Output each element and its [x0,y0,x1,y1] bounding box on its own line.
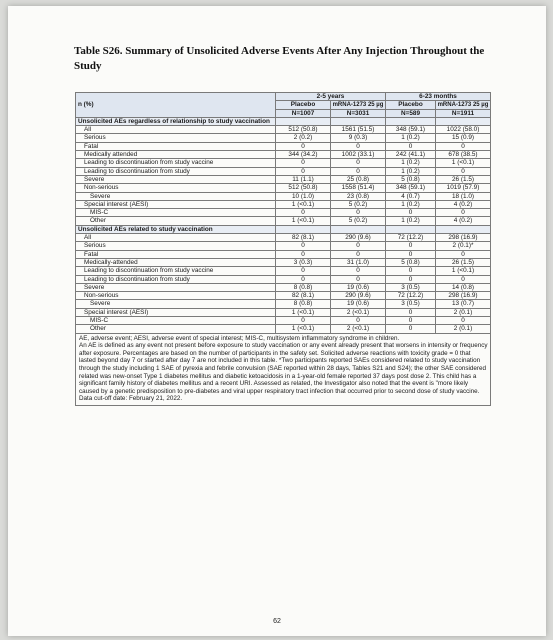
cell-value: 4 (0.2) [436,200,491,208]
row-label: All [76,234,276,242]
participant-count: N=3031 [331,109,386,117]
table-title: Table S26. Summary of Unsolicited Adverse Events After Any Injection Throughout the Study [74,45,485,72]
table-row [76,134,491,142]
cell-value: 0 [331,250,386,258]
row-label: Non-serious [76,292,276,300]
cell-value: 5 (0.8) [386,258,436,266]
section-heading-filler [436,117,491,125]
table-row [76,151,491,159]
cell-value: 5 (0.8) [386,175,436,183]
cell-value: 0 [386,267,436,275]
table-row [76,192,491,200]
cell-value: 0 [276,250,331,258]
row-label: Fatal [76,142,276,150]
cell-value: 1561 (51.5) [331,126,386,134]
cell-value: 0 [436,275,491,283]
cell-value: 512 (50.8) [276,184,331,192]
cell-value: 348 (59.1) [386,126,436,134]
section-heading-filler [331,117,386,125]
column-header: mRNA-1273 25 µg [331,101,386,109]
section-heading: Unsolicited AEs related to study vaccination [76,225,276,233]
cell-value: 82 (8.1) [276,292,331,300]
cell-value: 1019 (57.9) [436,184,491,192]
cell-value: 0 [276,275,331,283]
cell-value: 19 (0.6) [331,300,386,308]
table-row [76,175,491,183]
cell-value: 298 (16.9) [436,292,491,300]
cell-value: 0 [331,209,386,217]
cell-value: 0 [386,325,436,333]
footnote-definition: An AE is defined as any event not present before exposure to study vaccination or any event already present that worsens in intensity or frequency after exposure. Percentages are based on the number of participants in the safety set. Solicited adverse reactions with toxicity grade = 0 that lasted beyond day 7 or started after day 7 are not included in this table. *Two participants reported SAEs considered related to study vaccination through the study including 1 SAE of pyrexia and febrile convulsion (SAE reported within 28 days, Tables S21 and S24); the other SAE considered related was new-onset Type 1 diabetes mellitus and diabetic ketoacidosis in a 1-year-old female reported 37 days post dose 2. This child has a significant family history of diabetes mellitus and a recent URI. Assessed as related, the Investigator also noted that the event is "more likely caused by a genetic predisposition to pre-diabetes and viral upper respiratory tract infection that occurred prior to second dose of study vaccine. [79,342,488,395]
cell-value: 72 (12.2) [386,234,436,242]
cell-value: 1002 (33.1) [331,151,386,159]
row-label: Special interest (AESI) [76,308,276,316]
cell-value: 2 (<0.1) [331,308,386,316]
cell-value: 0 [276,209,331,217]
page-number: 62 [273,618,281,625]
cell-value: 512 (50.8) [276,126,331,134]
row-label: Leading to discontinuation from study [76,275,276,283]
cell-value: 2 (0.1)* [436,242,491,250]
cell-value: 0 [436,317,491,325]
section-header-row [76,117,491,125]
row-label: Medically attended [76,151,276,159]
cell-value: 25 (0.8) [331,175,386,183]
cell-value: 0 [386,142,436,150]
section-heading: Unsolicited AEs regardless of relationship to study vaccination [76,117,276,125]
cell-value: 0 [436,250,491,258]
cell-value: 11 (1.1) [276,175,331,183]
cell-value: 5 (0.2) [331,217,386,225]
cell-value: 13 (0.7) [436,300,491,308]
cell-value: 344 (34.2) [276,151,331,159]
cell-value: 0 [331,167,386,175]
table-row [76,317,491,325]
cell-value: 1 (<0.1) [276,308,331,316]
cell-value: 0 [386,317,436,325]
table-row [76,200,491,208]
row-label: Fatal [76,250,276,258]
row-label: Leading to discontinuation from study [76,167,276,175]
table-row [76,258,491,266]
cell-value: 14 (0.8) [436,283,491,291]
section-header-row [76,225,491,233]
cell-value: 1 (0.2) [386,167,436,175]
cell-value: 298 (16.9) [436,234,491,242]
table-row [76,325,491,333]
row-label: Non-serious [76,184,276,192]
adverse-events-table [75,92,491,406]
cell-value: 0 [386,250,436,258]
group-header-6-23-months: 6-23 months [386,93,491,101]
cell-value: 0 [331,142,386,150]
cell-value: 5 (0.2) [331,200,386,208]
section-heading-filler [436,225,491,233]
table-row [76,283,491,291]
cell-value: 10 (1.0) [276,192,331,200]
cell-value: 0 [276,242,331,250]
row-label: Severe [76,175,276,183]
cell-value: 8 (0.8) [276,300,331,308]
column-header: Placebo [276,101,331,109]
cell-value: 18 (1.0) [436,192,491,200]
cell-value: 0 [436,209,491,217]
participant-count: N=1911 [436,109,491,117]
cell-value: 1 (0.2) [386,200,436,208]
cell-value: 0 [331,267,386,275]
cell-value: 1 (<0.1) [436,159,491,167]
section-heading-filler [331,225,386,233]
table-row [76,267,491,275]
footnote-abbreviations: AE, adverse event; AESI, adverse event of special interest; MIS-C, multisystem inflammatory syndrome in children. [79,334,400,342]
cell-value: 1 (0.2) [386,159,436,167]
table-row [76,184,491,192]
cell-value: 348 (59.1) [386,184,436,192]
cell-value: 2 (0.1) [436,308,491,316]
cell-value: 678 (38.5) [436,151,491,159]
table-body [76,117,491,333]
table-row [76,126,491,134]
cell-value: 1558 (51.4) [331,184,386,192]
cell-value: 0 [276,159,331,167]
row-label: Special interest (AESI) [76,200,276,208]
row-label: Other [76,217,276,225]
cell-value: 0 [436,167,491,175]
cell-value: 1 (0.2) [386,134,436,142]
row-label: Leading to discontinuation from study vaccine [76,267,276,275]
table-row [76,308,491,316]
cell-value: 1022 (58.0) [436,126,491,134]
row-label: Other [76,325,276,333]
cell-value: 2 (<0.1) [331,325,386,333]
cell-value: 0 [276,142,331,150]
table-footnote [76,333,491,405]
row-label: Severe [76,283,276,291]
cell-value: 8 (0.8) [276,283,331,291]
cell-value: 290 (9.6) [331,292,386,300]
table-row [76,300,491,308]
cell-value: 1 (<0.1) [276,217,331,225]
cell-value: 1 (<0.1) [436,267,491,275]
cell-value: 1 (<0.1) [276,200,331,208]
row-label: MIS-C [76,317,276,325]
table-row [76,242,491,250]
table-row [76,217,491,225]
cell-value: 2 (0.1) [436,325,491,333]
cell-value: 290 (9.6) [331,234,386,242]
cell-value: 26 (1.5) [436,258,491,266]
section-heading-filler [276,225,331,233]
table-row [76,209,491,217]
row-label: Leading to discontinuation from study vaccine [76,159,276,167]
footnote-data-cutoff: Data cut-off date: February 21, 2022. [79,395,183,403]
row-label: Serious [76,134,276,142]
cell-value: 1 (0.2) [386,217,436,225]
cell-value: 1 (<0.1) [276,325,331,333]
column-header: Placebo [386,101,436,109]
row-label: Medically-attended [76,258,276,266]
cell-value: 82 (8.1) [276,234,331,242]
row-label: All [76,126,276,134]
cell-value: 0 [386,275,436,283]
cell-value: 2 (0.2) [276,134,331,142]
table-row [76,142,491,150]
cell-value: 31 (1.0) [331,258,386,266]
cell-value: 0 [276,267,331,275]
table-row [76,250,491,258]
n-percent-header: n (%) [76,93,276,118]
column-header: mRNA-1273 25 µg [436,101,491,109]
cell-value: 3 (0.5) [386,300,436,308]
cell-value: 0 [436,142,491,150]
cell-value: 9 (0.3) [331,134,386,142]
cell-value: 23 (0.8) [331,192,386,200]
cell-value: 4 (0.7) [386,192,436,200]
group-header-2-5-years: 2-5 years [276,93,386,101]
cell-value: 4 (0.2) [436,217,491,225]
section-heading-filler [386,117,436,125]
section-heading-filler [386,225,436,233]
cell-value: 15 (0.9) [436,134,491,142]
cell-value: 0 [331,317,386,325]
row-label: Severe [76,192,276,200]
cell-value: 0 [276,317,331,325]
table-row [76,159,491,167]
cell-value: 0 [276,167,331,175]
participant-count: N=1007 [276,109,331,117]
cell-value: 0 [331,242,386,250]
row-label: Serious [76,242,276,250]
table-row [76,167,491,175]
cell-value: 0 [386,308,436,316]
section-heading-filler [276,117,331,125]
row-label: MIS-C [76,209,276,217]
cell-value: 242 (41.1) [386,151,436,159]
cell-value: 19 (0.6) [331,283,386,291]
table-row [76,275,491,283]
table-row [76,234,491,242]
cell-value: 0 [386,209,436,217]
table-row [76,292,491,300]
cell-value: 0 [386,242,436,250]
document-page [8,6,546,636]
row-label: Severe [76,300,276,308]
cell-value: 3 (0.3) [276,258,331,266]
cell-value: 3 (0.5) [386,283,436,291]
cell-value: 26 (1.5) [436,175,491,183]
cell-value: 0 [331,275,386,283]
participant-count: N=589 [386,109,436,117]
cell-value: 0 [331,159,386,167]
cell-value: 72 (12.2) [386,292,436,300]
